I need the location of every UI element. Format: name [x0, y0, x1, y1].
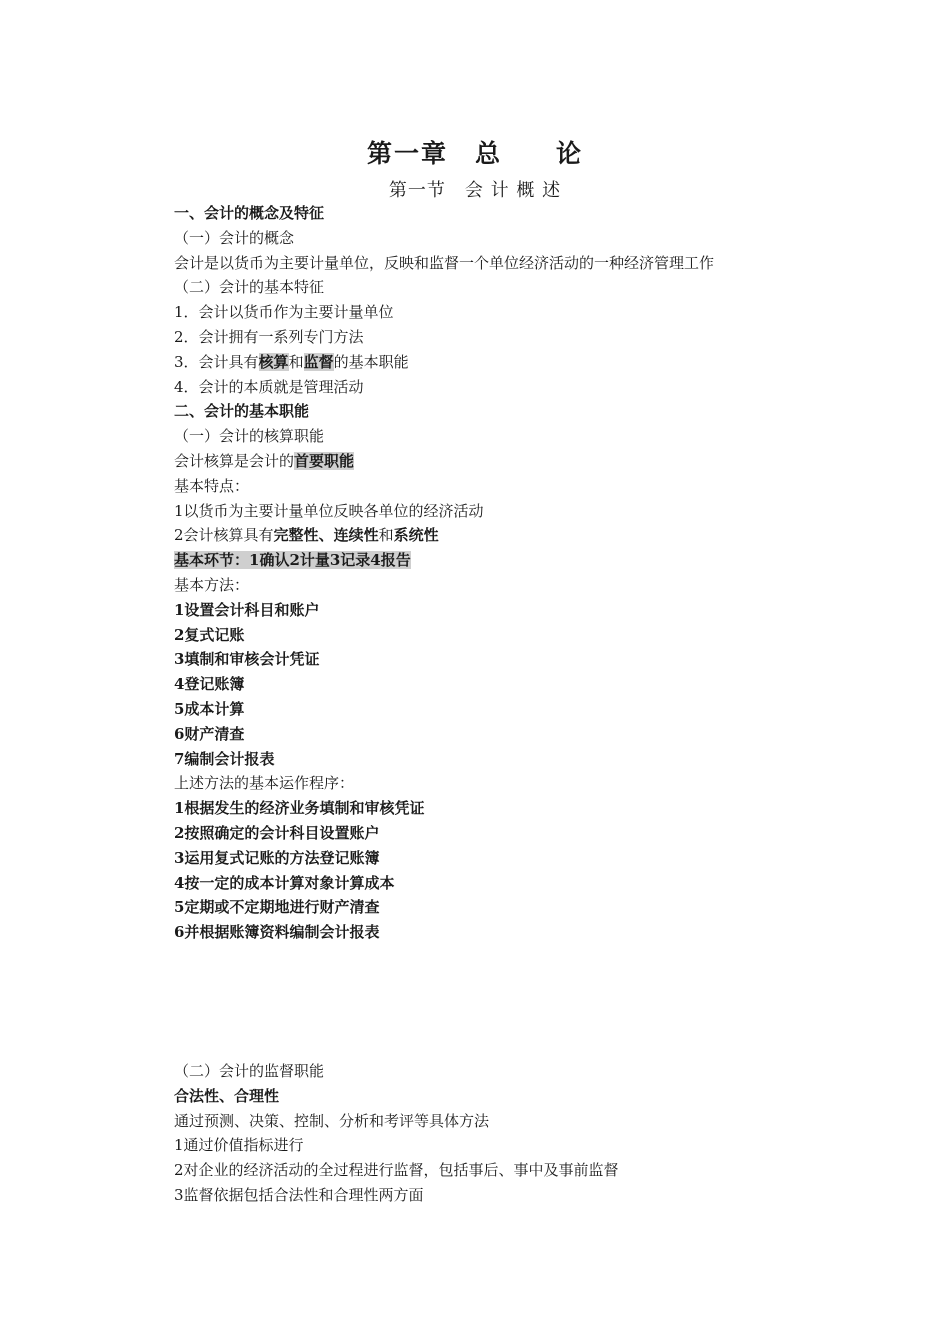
text-line	[174, 871, 814, 896]
text-segment: 3监督依据包括合法性和合理性两方面	[174, 1185, 424, 1204]
section-title: 第一节 会 计 概 述	[388, 180, 562, 201]
text-segment: 2复式记账	[174, 625, 245, 644]
text-line	[174, 1133, 814, 1158]
text-segment: 完整性	[273, 526, 319, 545]
text-line	[174, 399, 814, 424]
text-segment: 系统性	[393, 526, 439, 545]
text-line	[174, 796, 814, 821]
text-segment: （一）会计的概念	[174, 228, 295, 247]
text-line	[174, 846, 814, 871]
part-accounting-basics	[174, 201, 814, 945]
text-segment: 3运用复式记账的方法登记账簿	[174, 848, 380, 867]
text-line	[174, 424, 814, 449]
text-segment: 1根据发生的经济业务填制和审核凭证	[174, 799, 425, 818]
highlighted-text: 基本环节：1确认2计量3记录4报告	[174, 551, 411, 570]
text-segment: （一）会计的核算职能	[174, 427, 325, 446]
text-segment: 一、会计的概念及特征	[174, 204, 325, 222]
text-line	[174, 672, 814, 697]
page-gap	[174, 945, 814, 1059]
text-line	[174, 226, 814, 251]
text-line	[174, 1158, 814, 1183]
text-segment: 基本方法：	[174, 575, 250, 594]
document-body	[174, 201, 814, 1208]
text-segment: 4．会计的本质就是管理活动	[174, 377, 364, 396]
text-segment: 6财产清查	[174, 724, 245, 743]
text-line	[174, 1109, 814, 1134]
text-segment: （二）会计的基本特征	[174, 278, 325, 297]
text-line	[174, 375, 814, 400]
text-line	[174, 771, 814, 796]
text-segment: 2．会计拥有一系列专门方法	[174, 327, 364, 346]
text-segment: 6并根据账簿资料编制会计报表	[174, 923, 380, 942]
text-line	[174, 647, 814, 672]
text-line	[174, 499, 814, 524]
text-line	[174, 548, 814, 573]
text-line	[174, 1183, 814, 1208]
text-line	[174, 573, 814, 598]
text-line	[174, 251, 814, 276]
text-segment: 二、会计的基本职能	[174, 402, 310, 421]
text-segment: 1．会计以货币作为主要计量单位	[174, 303, 394, 322]
text-segment: 3．会计具有	[174, 352, 259, 371]
text-line	[174, 1084, 814, 1109]
text-segment: 2按照确定的会计科目设置账户	[174, 823, 380, 842]
text-segment: 2对企业的经济活动的全过程进行监督，包括事后、事中及事前监督	[174, 1161, 619, 1180]
text-segment: 和	[288, 352, 304, 371]
highlighted-text: 监督	[303, 352, 334, 371]
text-segment: 连续性	[333, 526, 379, 545]
text-line	[174, 474, 814, 499]
text-line	[174, 920, 814, 945]
text-line	[174, 895, 814, 920]
text-line	[174, 325, 814, 350]
text-segment: （二）会计的监督职能	[174, 1061, 325, 1080]
text-line	[174, 722, 814, 747]
text-segment: 5定期或不定期地进行财产清查	[174, 898, 380, 917]
text-line	[174, 275, 814, 300]
text-line	[174, 821, 814, 846]
text-line	[174, 1059, 814, 1084]
highlighted-text: 首要职能	[294, 451, 355, 470]
text-segment: 1以货币为主要计量单位反映各单位的经济活动	[174, 501, 484, 520]
text-segment: 1设置会计科目和账户	[174, 600, 320, 619]
text-line	[174, 449, 814, 474]
text-segment: 合法性、合理性	[174, 1086, 280, 1105]
text-line	[174, 747, 814, 772]
text-line	[174, 300, 814, 325]
text-segment: 和	[378, 526, 394, 545]
text-segment: 2会计核算具有	[174, 526, 274, 545]
text-line	[174, 201, 814, 226]
part-supervision-function	[174, 1059, 814, 1208]
text-segment: 1通过价值指标进行	[174, 1136, 304, 1155]
text-line	[174, 697, 814, 722]
text-segment: 基本特点：	[174, 476, 250, 495]
text-segment: 的基本职能	[333, 352, 409, 371]
text-segment: 会计核算是会计的	[174, 451, 295, 470]
text-segment: 3填制和审核会计凭证	[174, 650, 320, 669]
text-segment: 7编制会计报表	[174, 749, 275, 768]
text-line	[174, 523, 814, 548]
text-segment: 会计是以货币为主要计量单位，反映和监督一个单位经济活动的一种经济管理工作	[174, 253, 715, 272]
text-line	[174, 623, 814, 648]
text-segment: 5成本计算	[174, 699, 245, 718]
text-line	[174, 598, 814, 623]
text-segment: 4按一定的成本计算对象计算成本	[174, 873, 395, 892]
text-segment: 4登记账簿	[174, 675, 245, 694]
text-line	[174, 350, 814, 375]
text-segment: 通过预测、决策、控制、分析和考评等具体方法	[174, 1111, 490, 1130]
text-segment: 、	[318, 526, 334, 545]
highlighted-text: 核算	[258, 352, 289, 371]
text-segment: 上述方法的基本运作程序：	[174, 774, 355, 793]
chapter-title: 第一章 总 论	[366, 139, 583, 168]
